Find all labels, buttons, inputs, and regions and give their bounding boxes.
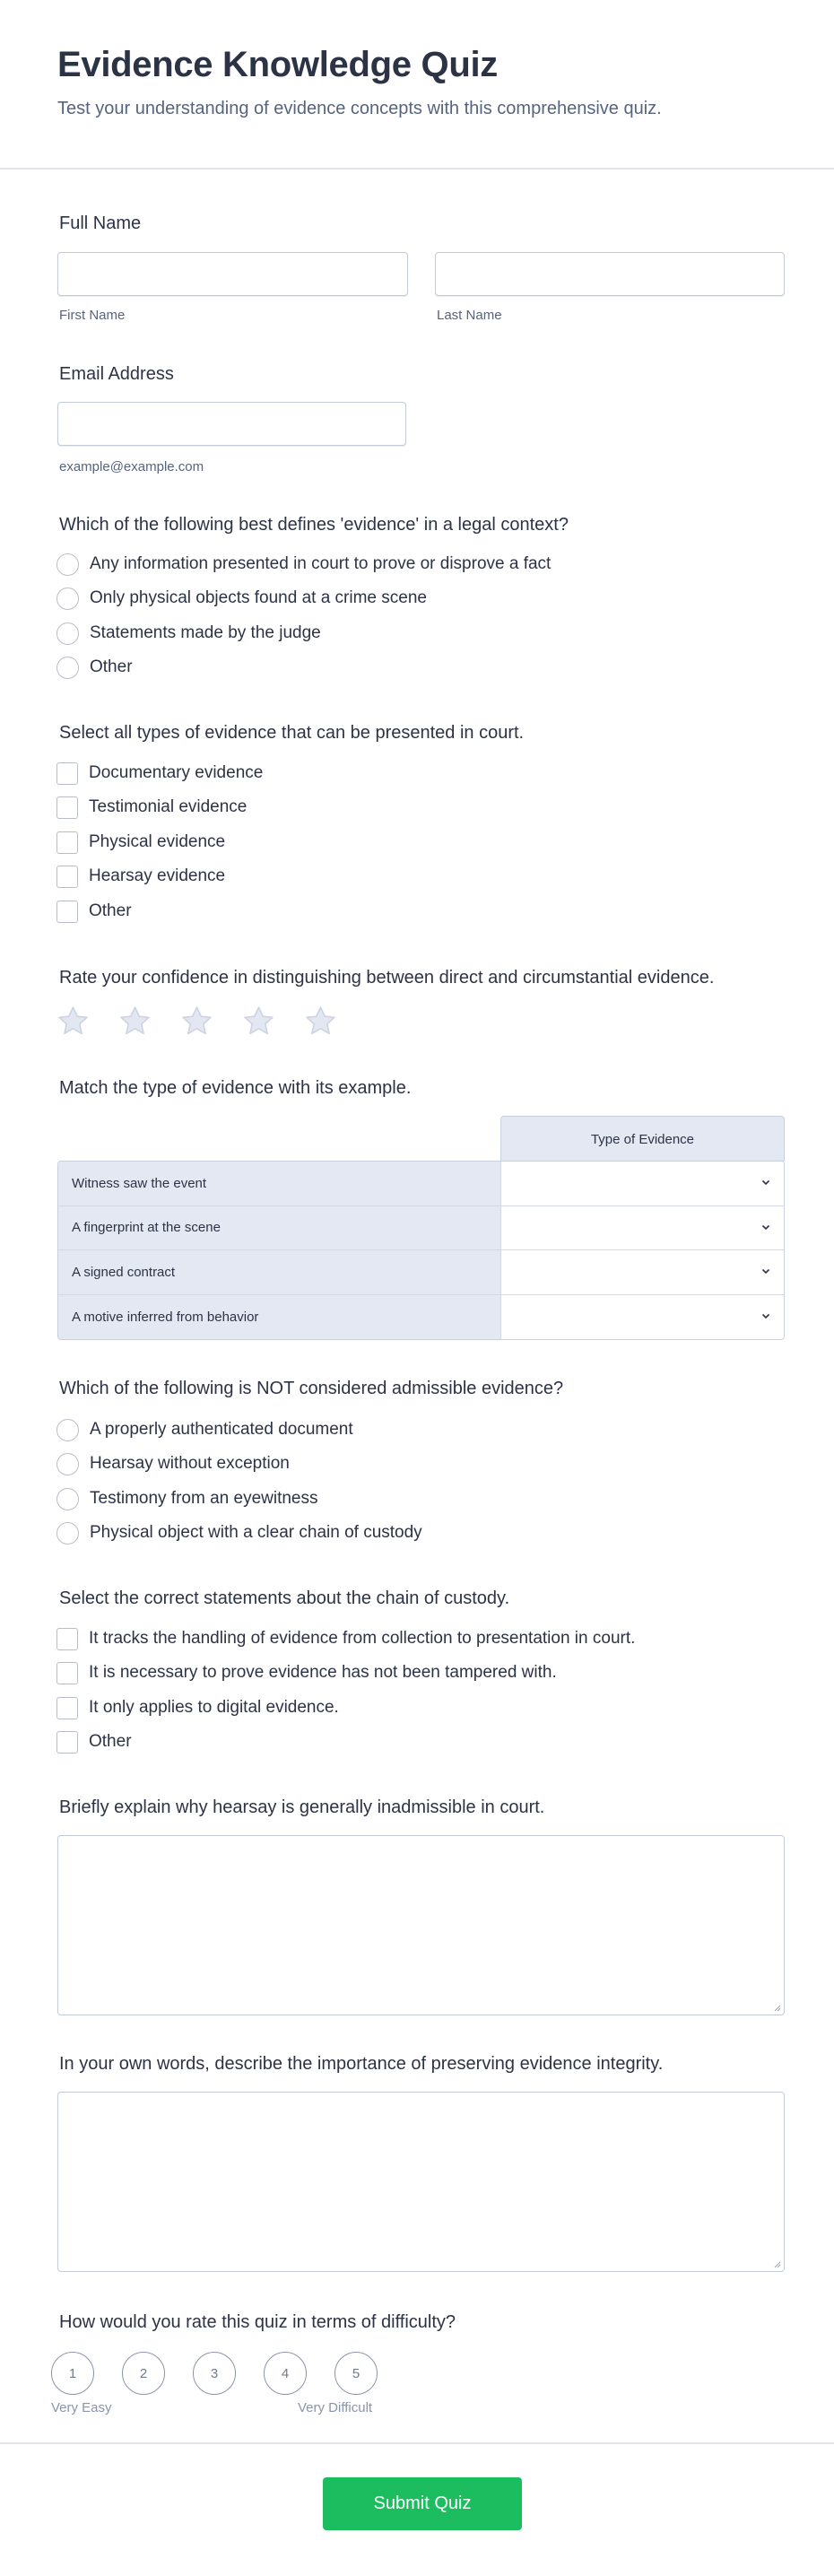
radio-button[interactable] (56, 553, 79, 576)
q6-option[interactable] (56, 1660, 557, 1685)
email-label: Email Address (59, 364, 174, 384)
chevron-down-icon (760, 1266, 771, 1276)
q2-option[interactable] (56, 795, 247, 820)
q9-label: How would you rate this quiz in terms of difficulty? (59, 2312, 456, 2332)
option-label: Only physical objects found at a crime scene (90, 588, 427, 607)
type-dropdown[interactable] (501, 1206, 784, 1250)
q1-option[interactable] (56, 655, 133, 680)
scale-option-1[interactable]: 1 (51, 2352, 94, 2395)
radio-button[interactable] (56, 587, 79, 610)
submit-button[interactable]: Submit Quiz (323, 2477, 522, 2530)
q8-label: In your own words, describe the importance of preserving evidence integrity. (59, 2054, 664, 2074)
matrix-row-label: A motive inferred from behavior (58, 1295, 501, 1340)
resize-handle-icon[interactable] (773, 2004, 781, 2012)
q2-option[interactable] (56, 761, 263, 786)
option-label: Other (89, 1732, 132, 1751)
option-label: Physical evidence (89, 832, 226, 851)
option-label: Hearsay without exception (90, 1454, 290, 1473)
page-title: Evidence Knowledge Quiz (57, 45, 498, 84)
q1-option[interactable] (56, 621, 321, 646)
q2-option[interactable] (56, 899, 132, 924)
q1-label: Which of the following best defines 'evidence' in a legal context? (59, 515, 569, 535)
star-icon[interactable] (56, 1004, 91, 1039)
matrix-row-label: Witness saw the event (58, 1162, 501, 1205)
q2-option[interactable] (56, 830, 225, 855)
option-label: Testimony from an eyewitness (90, 1489, 318, 1508)
radio-button[interactable] (56, 1488, 79, 1510)
q6-option[interactable] (56, 1729, 132, 1754)
q2-label: Select all types of evidence that can be presented in court. (59, 723, 525, 743)
scale-min-label: Very Easy (51, 2400, 112, 2415)
q5-option[interactable] (56, 1520, 422, 1545)
q6-option[interactable] (56, 1626, 635, 1651)
q1-option[interactable] (56, 586, 427, 611)
last-name-input[interactable] (435, 252, 785, 296)
q2-option[interactable] (56, 864, 225, 889)
header-divider (0, 168, 834, 170)
checkbox[interactable] (56, 1662, 78, 1684)
option-label: Hearsay evidence (89, 866, 226, 885)
option-label: It is necessary to prove evidence has not been tampered with. (89, 1663, 557, 1682)
scale-option-2[interactable]: 2 (122, 2352, 165, 2395)
page-subtitle: Test your understanding of evidence concepts with this comprehensive quiz. (57, 99, 662, 118)
first-name-sublabel: First Name (59, 308, 126, 323)
star-icon[interactable] (117, 1004, 152, 1039)
q6-option[interactable] (56, 1695, 339, 1720)
scale-option-4[interactable]: 4 (264, 2352, 307, 2395)
checkbox[interactable] (56, 901, 78, 923)
radio-button[interactable] (56, 1453, 79, 1475)
chevron-down-icon (760, 1222, 771, 1232)
type-dropdown[interactable] (501, 1250, 784, 1294)
q5-option[interactable] (56, 1451, 290, 1476)
footer-divider (0, 2442, 834, 2444)
option-label: Other (89, 901, 132, 920)
q5-option[interactable] (56, 1486, 318, 1511)
first-name-input[interactable] (57, 252, 408, 296)
q5-option[interactable] (56, 1417, 353, 1442)
radio-button[interactable] (56, 657, 79, 679)
star-icon[interactable] (179, 1004, 214, 1039)
option-label: Testimonial evidence (89, 797, 248, 816)
scale-option-3[interactable]: 3 (193, 2352, 236, 2395)
type-dropdown[interactable] (501, 1295, 784, 1340)
radio-button[interactable] (56, 622, 79, 645)
matrix-row (58, 1162, 784, 1206)
star-rating[interactable] (56, 1004, 338, 1039)
q1-option[interactable] (56, 552, 551, 577)
checkbox[interactable] (56, 831, 78, 854)
chevron-down-icon (760, 1310, 771, 1321)
matrix-row (58, 1295, 784, 1340)
integrity-description-textarea[interactable] (57, 2092, 785, 2272)
email-input[interactable] (57, 402, 406, 446)
checkbox[interactable] (56, 1731, 78, 1754)
option-label: A properly authenticated document (90, 1420, 353, 1439)
matrix-row-label: A fingerprint at the scene (58, 1206, 501, 1250)
matrix-row (58, 1206, 784, 1251)
checkbox[interactable] (56, 1628, 78, 1650)
last-name-sublabel: Last Name (437, 308, 502, 323)
matrix-row-label: A signed contract (58, 1250, 501, 1294)
q7-label: Briefly explain why hearsay is generally inadmissible in court. (59, 1797, 545, 1817)
checkbox[interactable] (56, 762, 78, 785)
full-name-label: Full Name (59, 213, 142, 233)
matrix-column-header: Type of Evidence (500, 1116, 785, 1162)
radio-button[interactable] (56, 1522, 79, 1545)
option-label: It only applies to digital evidence. (89, 1698, 339, 1717)
email-hint: example@example.com (59, 459, 204, 474)
checkbox[interactable] (56, 796, 78, 819)
star-icon[interactable] (303, 1004, 338, 1039)
option-label: Other (90, 657, 133, 676)
q3-label: Rate your confidence in distinguishing between direct and circumstantial evidence. (59, 968, 715, 988)
scale-max-label: Very Difficult (298, 2400, 373, 2415)
matrix-table (57, 1161, 785, 1340)
difficulty-scale (51, 2352, 378, 2395)
radio-button[interactable] (56, 1419, 79, 1441)
q5-label: Which of the following is NOT considered admissible evidence? (59, 1379, 564, 1398)
option-label: Physical object with a clear chain of custody (90, 1523, 422, 1542)
chevron-down-icon (760, 1177, 771, 1188)
type-dropdown[interactable] (501, 1162, 784, 1205)
scale-option-5[interactable]: 5 (334, 2352, 378, 2395)
checkbox[interactable] (56, 866, 78, 888)
option-label: Documentary evidence (89, 763, 264, 782)
checkbox[interactable] (56, 1697, 78, 1719)
q6-label: Select the correct statements about the chain of custody. (59, 1588, 510, 1608)
star-icon[interactable] (241, 1004, 276, 1039)
hearsay-explanation-textarea[interactable] (57, 1835, 785, 2015)
option-label: Statements made by the judge (90, 623, 321, 642)
option-label: It tracks the handling of evidence from collection to presentation in court. (89, 1629, 636, 1648)
matrix-row (58, 1250, 784, 1295)
option-label: Any information presented in court to prove or disprove a fact (90, 554, 552, 573)
q4-label: Match the type of evidence with its example. (59, 1078, 412, 1098)
resize-handle-icon[interactable] (773, 2260, 781, 2268)
